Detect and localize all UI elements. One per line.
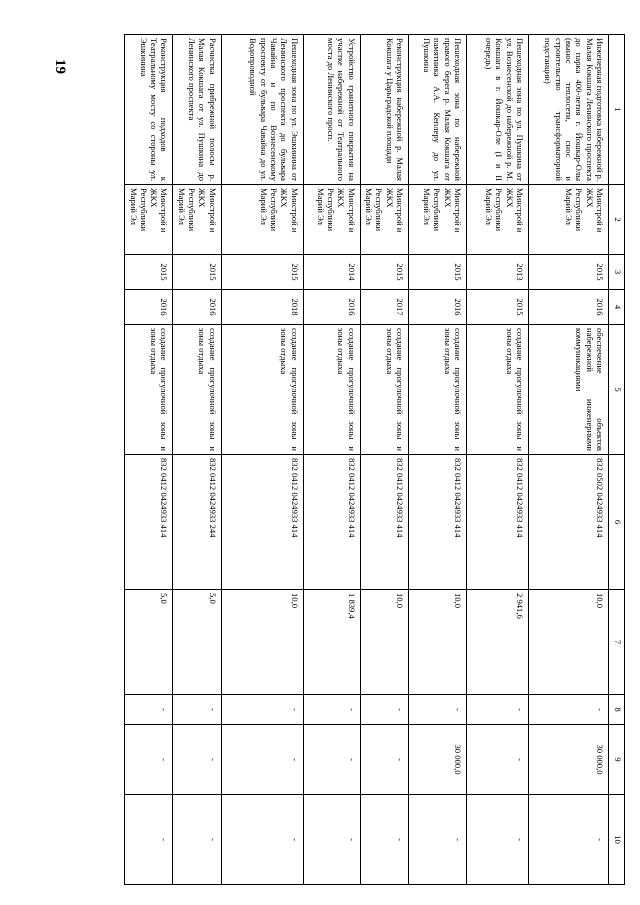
- column-number-row: [609, 35, 625, 885]
- table-cell-col-4: 2016: [173, 290, 221, 325]
- table-cell-col-2: Минстрой и ЖКХ Республики Марий Эл: [125, 185, 173, 255]
- table-cell-col-5: создание прогулочной зоны и зоны отдыха: [221, 325, 303, 455]
- table-cell-col-9: 30 000,0: [529, 725, 609, 795]
- table-cell-col-1: Реконструкция подходов к Театральному мосту со стороны ул. Эшкинина: [125, 35, 173, 185]
- table-cell-col-4: 2016: [125, 290, 173, 325]
- table-cell-col-8: -: [467, 695, 529, 725]
- table-cell-col-9: -: [467, 725, 529, 795]
- column-header: 3: [609, 255, 625, 290]
- table-cell-col-6: 832 0412 0424933 244: [173, 455, 221, 590]
- table-cell-col-5: обеспечение объектов набережной инженерными коммуникациями: [529, 325, 609, 455]
- table-cell-col-4: 2017: [360, 290, 408, 325]
- table-cell-col-8: -: [529, 695, 609, 725]
- table-cell-col-7: 5,0: [173, 590, 221, 695]
- table-cell-col-9: -: [125, 725, 173, 795]
- table-cell-col-3: 2015: [173, 255, 221, 290]
- table-cell-col-9: -: [173, 725, 221, 795]
- table-cell-col-10: -: [303, 795, 360, 885]
- column-header: 10: [609, 795, 625, 885]
- column-header: 4: [609, 290, 625, 325]
- column-header: 1: [609, 35, 625, 185]
- table-cell-col-7: 10,0: [529, 590, 609, 695]
- column-header: 7: [609, 590, 625, 695]
- table-cell-col-2: Минстрой и ЖКХ Республики Марий Эл: [360, 185, 408, 255]
- table-cell-col-9: -: [303, 725, 360, 795]
- table-cell-col-4: 2015: [467, 290, 529, 325]
- table-cell-col-10: -: [409, 795, 467, 885]
- table-cell-col-6: 832 0502 0424933 414: [529, 455, 609, 590]
- table-cell-col-10: -: [221, 795, 303, 885]
- table-cell-col-2: Минстрой и ЖКХ Республики Марий Эл: [467, 185, 529, 255]
- table-cell-col-2: Минстрой и ЖКХ Республики Марий Эл: [303, 185, 360, 255]
- table-row: [173, 35, 221, 885]
- table-cell-col-5: создание прогулочной зоны и зоны отдыха: [173, 325, 221, 455]
- table-cell-col-1: Инженерная подготовка набережной р. Малая Кокшага Ленинского проспекта до парка 400-летия г. Йошкар-Олы (вынос теплосети, снос и строительство трансформаторной подстанции): [529, 35, 609, 185]
- table-cell-col-8: -: [173, 695, 221, 725]
- column-header: 6: [609, 455, 625, 590]
- table-cell-col-1: Реконструкция набережной р. Малая Кокшага у Царьградской площади: [360, 35, 408, 185]
- table-cell-col-2: Минстрой и ЖКХ Республики Марий Эл: [173, 185, 221, 255]
- column-header: 5: [609, 325, 625, 455]
- table-cell-col-10: -: [467, 795, 529, 885]
- table-cell-col-2: Минстрой и ЖКХ Республики Марий Эл: [409, 185, 467, 255]
- table-cell-col-5: создание прогулочной зоны и зоны отдыха: [360, 325, 408, 455]
- table-cell-col-7: 10,0: [221, 590, 303, 695]
- table-cell-col-5: создание прогулочной зоны и зоны отдыха: [467, 325, 529, 455]
- rotated-table-container: [115, 34, 625, 884]
- table-cell-col-1: Расчистка прибрежной полосы р. Малая Кокшага от ул. Пушкина до Ленинского проспекта: [173, 35, 221, 185]
- column-header: 8: [609, 695, 625, 725]
- table-cell-col-3: 2015: [221, 255, 303, 290]
- table-cell-col-3: 2015: [529, 255, 609, 290]
- table-cell-col-9: -: [221, 725, 303, 795]
- table-cell-col-1: Устройство гранитного покрытия на участке набережной от Театрального моста до Ленинского просп.: [303, 35, 360, 185]
- table-cell-col-5: создание прогулочной зоны и зоны отдыха: [409, 325, 467, 455]
- table-cell-col-6: 832 0412 0424933 414: [409, 455, 467, 590]
- table-row: [360, 35, 408, 885]
- table-cell-col-3: 2013: [467, 255, 529, 290]
- table-cell-col-10: -: [125, 795, 173, 885]
- table-cell-col-1: Пешеходная зона по набережной правого берега р. Малая Кокшага от памятника А.А. Кеплеру до ул. Пушкина: [409, 35, 467, 185]
- table-cell-col-4: 2016: [409, 290, 467, 325]
- table-cell-col-7: 2 941,6: [467, 590, 529, 695]
- table-cell-col-5: создание прогулочной зоны и зоны отдыха: [125, 325, 173, 455]
- program-table: [124, 34, 625, 885]
- table-cell-col-4: 2016: [303, 290, 360, 325]
- table-cell-col-9: 30 000,0: [409, 725, 467, 795]
- table-cell-col-8: -: [360, 695, 408, 725]
- table-cell-col-3: 2015: [125, 255, 173, 290]
- table-cell-col-6: 832 0412 0424933 414: [360, 455, 408, 590]
- table-cell-col-10: -: [173, 795, 221, 885]
- table-cell-col-1: Пешеходная зона по ул. Эшкинина от Ленинского проспекта до бульвара Чавайна и по Вознесенскому проспекту от бульвара Чавайна до ул. Водопроводной: [221, 35, 303, 185]
- table-cell-col-2: Минстрой и ЖКХ Республики Марий Эл: [529, 185, 609, 255]
- table-cell-col-10: -: [529, 795, 609, 885]
- table-row: [529, 35, 609, 885]
- table-row: [409, 35, 467, 885]
- table-cell-col-6: 832 0412 0424933 414: [125, 455, 173, 590]
- table-cell-col-8: -: [221, 695, 303, 725]
- table-cell-col-8: -: [125, 695, 173, 725]
- table-cell-col-2: Минстрой и ЖКХ Республики Марий Эл: [221, 185, 303, 255]
- table-row: [125, 35, 173, 885]
- column-header: 9: [609, 725, 625, 795]
- table-cell-col-7: 10,0: [409, 590, 467, 695]
- table-cell-col-3: 2015: [409, 255, 467, 290]
- table-row: [303, 35, 360, 885]
- table-cell-col-1: Пешеходная зона по ул. Пушкина от ул. Вознесенской до набережной р. М. Кокшага в г. Йошкар-Оле (I и II очередь): [467, 35, 529, 185]
- table-cell-col-3: 2015: [360, 255, 408, 290]
- table-cell-col-7: 5,0: [125, 590, 173, 695]
- table-cell-col-8: -: [409, 695, 467, 725]
- table-cell-col-6: 832 0412 0424933 414: [467, 455, 529, 590]
- table-cell-col-9: -: [360, 725, 408, 795]
- table-cell-col-7: 10,0: [360, 590, 408, 695]
- table-cell-col-6: 832 0412 0424933 414: [221, 455, 303, 590]
- table-cell-col-7: 1 839,4: [303, 590, 360, 695]
- table-cell-col-3: 2014: [303, 255, 360, 290]
- table-cell-col-4: 2016: [529, 290, 609, 325]
- table-cell-col-6: 832 0412 0424933 414: [303, 455, 360, 590]
- table-row: [467, 35, 529, 885]
- table-cell-col-4: 2018: [221, 290, 303, 325]
- table-row: [221, 35, 303, 885]
- table-cell-col-5: создание прогулочной зоны и зоны отдыха: [303, 325, 360, 455]
- column-header: 2: [609, 185, 625, 255]
- table-cell-col-10: -: [360, 795, 408, 885]
- table-cell-col-8: -: [303, 695, 360, 725]
- page-number: 19: [52, 59, 68, 74]
